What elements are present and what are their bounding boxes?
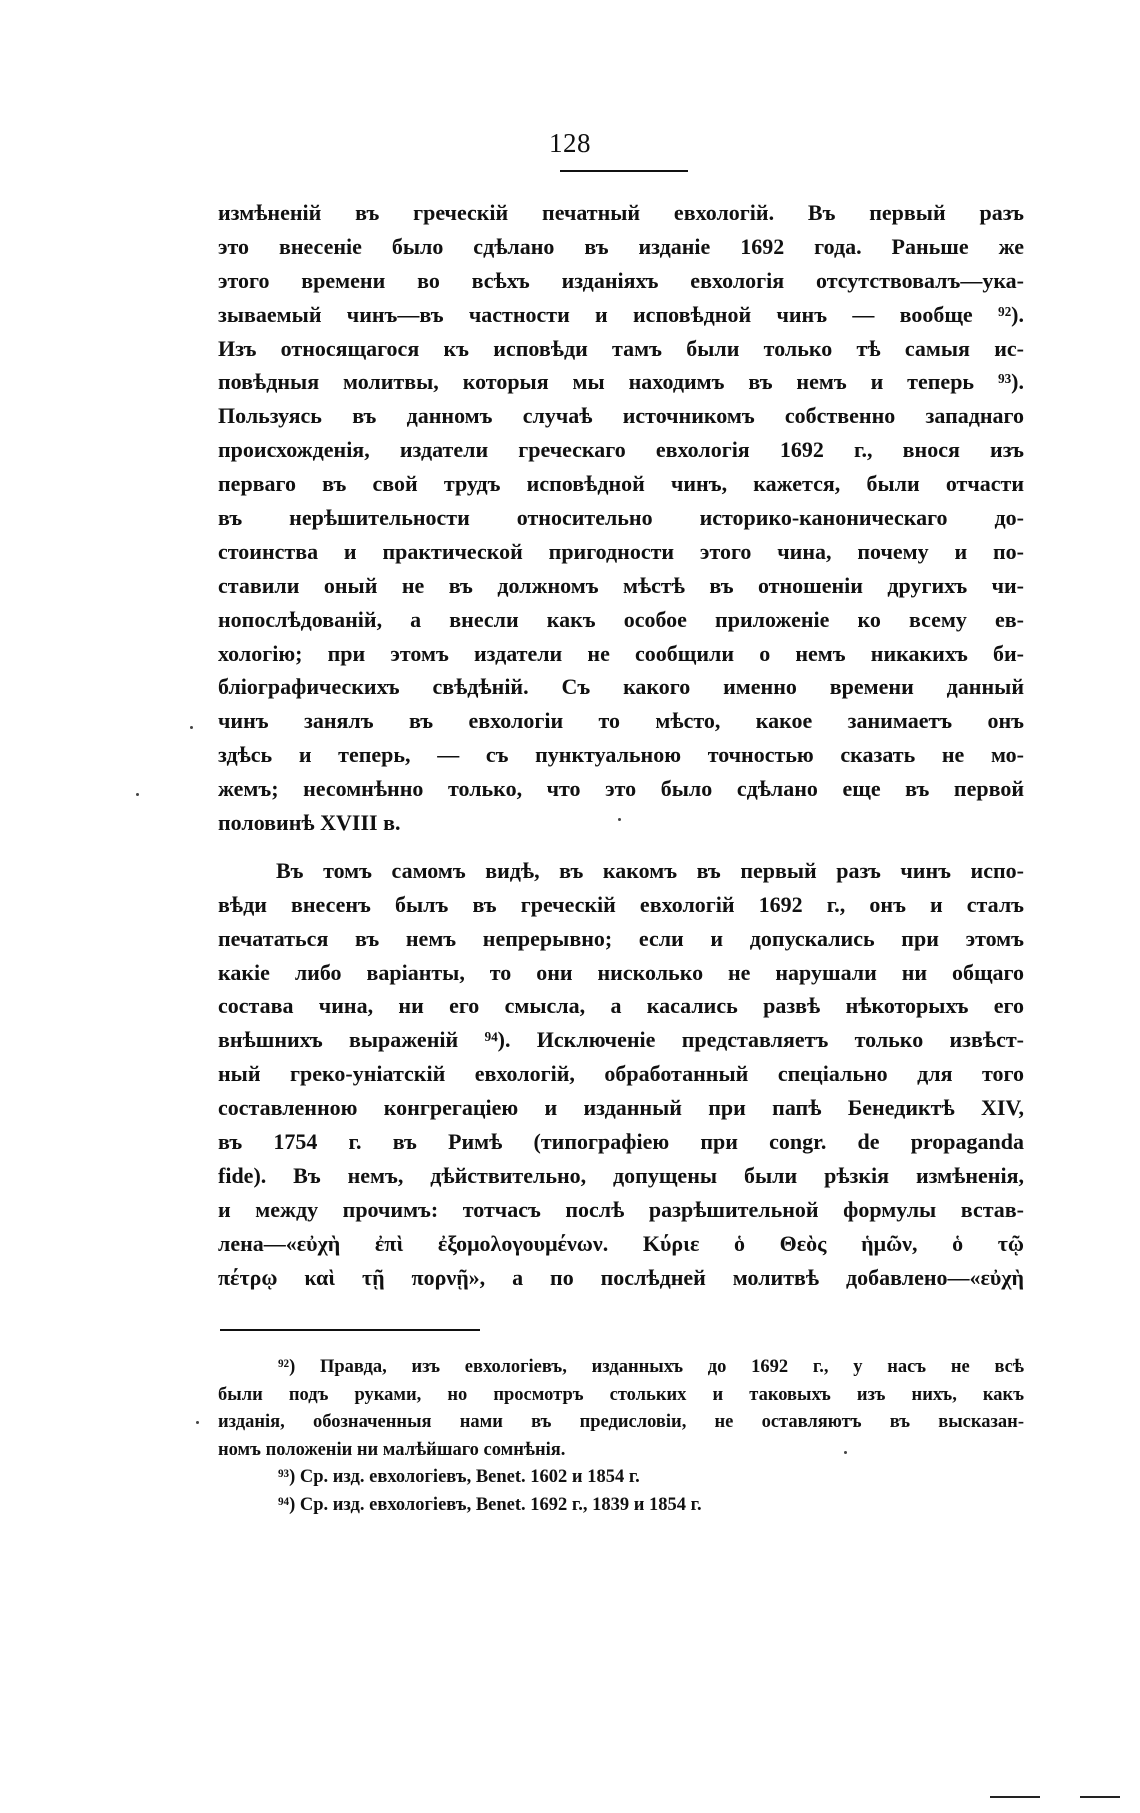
page-number: 128: [549, 128, 591, 158]
text-line: внѣшнихъ выраженій ⁹⁴). Исключеніе представляетъ только извѣст-: [218, 1027, 1024, 1053]
footnote-separator: [220, 1329, 480, 1331]
text-line: πέτρῳ καὶ τῇ πορνῇ», а по послѣдней молитвѣ добавлено—«εὐχὴ: [218, 1264, 1024, 1290]
text-line: какіе либо варіанты, то они нисколько не нарушали ни общаго: [218, 959, 1024, 985]
text-line: и между прочимъ: тотчасъ послѣ разрѣшительной формулы встав-: [218, 1196, 1024, 1222]
text-line: бліографическихъ свѣдѣній. Съ какого именно времени данный: [218, 674, 1024, 700]
text-line: состава чина, ни его смысла, а касались развѣ нѣкоторыхъ его: [218, 993, 1024, 1019]
footnote-line: ⁹³) Ср. изд. евхологіевъ, Benet. 1602 и 1854 г.: [278, 1467, 640, 1487]
text-line: стоинства и практической пригодности этого чина, почему и по-: [218, 538, 1024, 564]
scan-edge-mark: [1080, 1796, 1120, 1798]
footnote-line: изданія, обозначенныя нами въ предисловіи, не оставляютъ въ высказан-: [218, 1412, 1024, 1432]
text-line: зываемый чинъ—въ частности и исповѣдной чинъ — вообще ⁹²).: [218, 301, 1024, 327]
text-line: Въ томъ самомъ видѣ, въ какомъ въ первый разъ чинъ испо-: [276, 857, 1024, 883]
footnote-line: были подъ руками, но просмотръ стольких и таковыхъ изъ нихъ, какъ: [218, 1384, 1024, 1405]
text-line: половинѣ XVIII в.: [218, 810, 401, 836]
text-line: Пользуясь въ данномъ случаѣ источникомъ собственно западнаго: [218, 403, 1024, 429]
text-line: въ нерѣшительности относительно историко-каноническаго до-: [218, 505, 1024, 531]
scan-speck: [618, 818, 621, 821]
text-line: ставили оный не въ должномъ мѣстѣ въ отношеніи другихъ чи-: [218, 572, 1024, 598]
footnotes-block: [218, 1354, 1024, 1519]
scan-speck: [844, 1451, 847, 1454]
text-line: это внесеніе было сдѣлано въ изданіе 1692 года. Раньше же: [218, 233, 1024, 259]
scan-edge-mark: [990, 1796, 1040, 1798]
main-text-block: [218, 196, 1024, 1295]
text-line: лена—«εὐχὴ ἐπὶ ἐξομολογουμένων. Κύριε ὁ Θεὸς ἡμῶν, ὁ τῷ: [218, 1230, 1024, 1256]
scan-speck: [190, 726, 193, 729]
text-line: въ 1754 г. въ Римѣ (типографіею при congr. de propaganda: [218, 1129, 1024, 1155]
text-line: повѣдныя молитвы, которыя мы находимъ въ немъ и теперь ⁹³).: [218, 369, 1024, 395]
text-line: хологію; при этомъ издатели не сообщили о немъ никакихъ би-: [218, 640, 1024, 666]
text-line: печататься въ немъ непрерывно; если и допускались при этомъ: [218, 925, 1024, 951]
text-line: перваго въ свой трудъ исповѣдной чинъ, кажется, были отчасти: [218, 471, 1024, 497]
text-line: составленною конгрегаціею и изданный при папѣ Бенедиктѣ XIV,: [218, 1095, 1024, 1121]
text-line: fide). Въ немъ, дѣйствительно, допущены были рѣзкія измѣненія,: [218, 1162, 1024, 1188]
text-line: нопослѣдованій, а внесли какъ особое приложеніе ко всему ев-: [218, 606, 1024, 632]
text-line: чинъ занялъ въ евхологіи то мѣсто, какое занимаетъ онъ: [218, 708, 1024, 734]
text-line: измѣненій въ греческій печатный евхологій. Въ первый разъ: [218, 200, 1024, 225]
page-number-underline: [560, 170, 688, 172]
text-line: этого времени во всѣхъ изданіяхъ евхологія отсутствовалъ—ука-: [218, 267, 1024, 293]
footnote-line: ⁹²) Правда, изъ евхологіевъ, изданныхъ до 1692 г., у насъ не всѣ: [278, 1357, 1024, 1377]
text-line: здѣсь и теперь, — съ пунктуальною точностью сказать не мо-: [218, 742, 1024, 768]
scan-speck: [196, 1421, 199, 1424]
paragraph-gap: [218, 840, 1024, 854]
footnote-line: ⁹⁴) Ср. изд. евхологіевъ, Benet. 1692 г., 1839 и 1854 г.: [278, 1494, 702, 1515]
text-line: Изъ относящагося къ исповѣди тамъ были только тѣ самыя ис-: [218, 335, 1024, 361]
text-line: жемъ; несомнѣнно только, что это было сдѣлано еще въ первой: [218, 776, 1024, 802]
footnote-line: номъ положеніи ни малѣйшаго сомнѣнія.: [218, 1439, 566, 1460]
scan-speck: [136, 793, 139, 796]
text-line: происхожденія, издатели греческаго евхологія 1692 г., внося изъ: [218, 437, 1024, 463]
text-line: ный греко-уніатскій евхологій, обработанный спеціально для того: [218, 1061, 1024, 1087]
text-line: вѣди внесенъ былъ въ греческій евхологій 1692 г., онъ и сталъ: [218, 891, 1024, 917]
